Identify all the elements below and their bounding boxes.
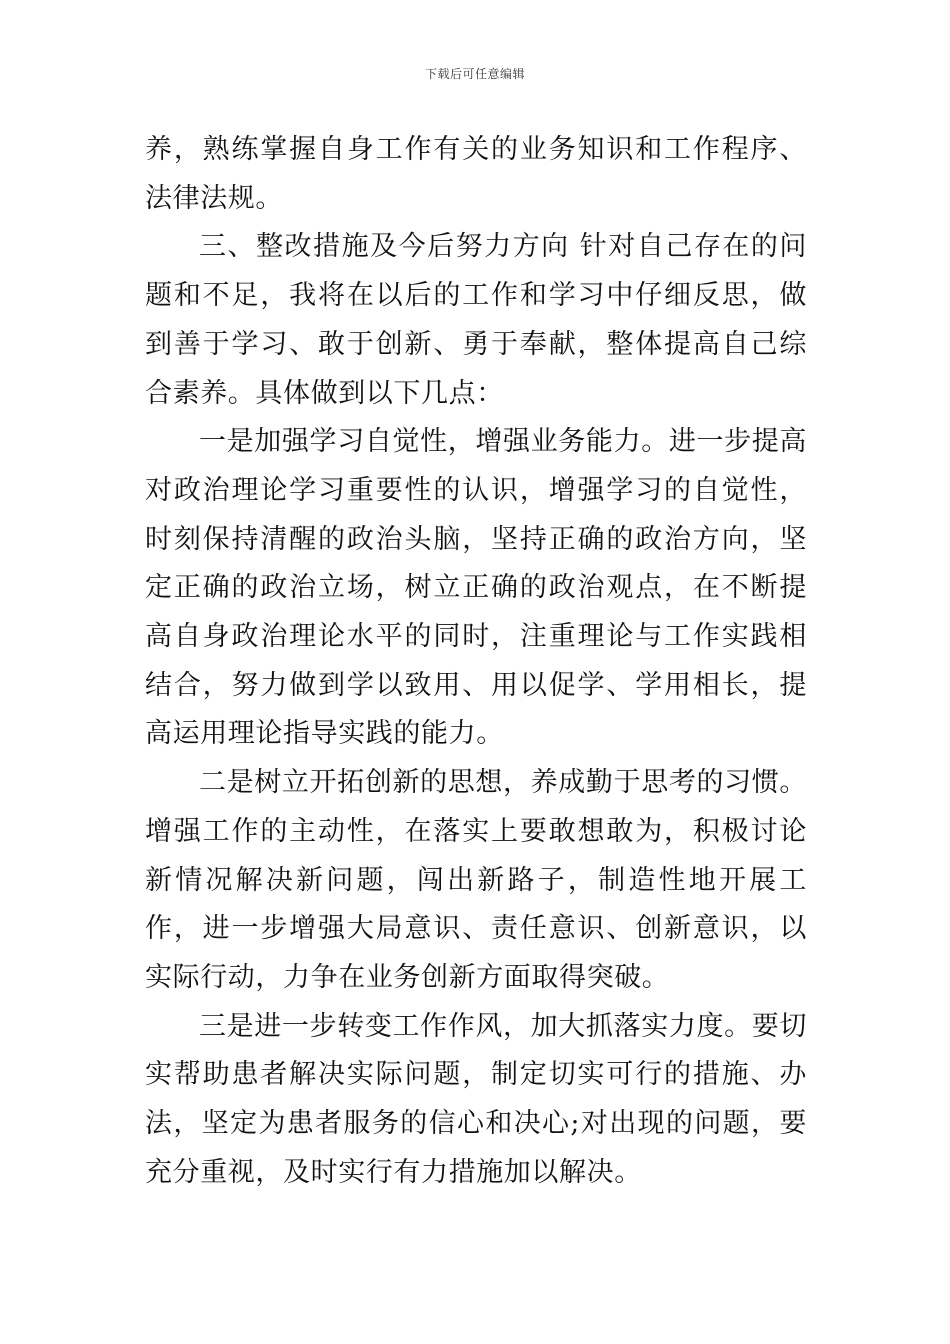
page-header-note: 下载后可任意编辑 <box>424 67 525 81</box>
paragraph-continuation: 养，熟练掌握自身工作有关的业务知识和工作程序、法律法规。 <box>145 134 807 214</box>
document-body <box>145 126 807 1197</box>
paragraph-rectification-measures: 三、整改措施及今后努力方向 针对自己存在的问题和不足，我将在以后的工作和学习中仔细反思，做到善于学习、敢于创新、勇于奉献，整体提高自己综合素养。具体做到以下几点： <box>145 231 807 409</box>
paragraph-point-two: 二是树立开拓创新的思想，养成勤于思考的习惯。增强工作的主动性，在落实上要敢想敢为，积极讨论新情况解决新问题，闯出新路子，制造性地开展工作，进一步增强大局意识、责任意识、创新意识，以实际行动，力争在业务创新方面取得突破。 <box>145 767 807 993</box>
paragraph-point-three: 三是进一步转变工作作风，加大抓落实力度。要切实帮助患者解决实际问题，制定切实可行的措施、办法，坚定为患者服务的信心和决心;对出现的问题，要充分重视，及时实行有力措施加以解决。 <box>145 1010 807 1188</box>
paragraph-point-one: 一是加强学习自觉性，增强业务能力。进一步提高对政治理论学习重要性的认识，增强学习的自觉性，时刻保持清醒的政治头脑，坚持正确的政治方向，坚定正确的政治立场，树立正确的政治观点，在不断提高自身政治理论水平的同时，注重理论与工作实践相结合，努力做到学以致用、用以促学、学用相长，提高运用理论指导实践的能力。 <box>145 426 807 750</box>
